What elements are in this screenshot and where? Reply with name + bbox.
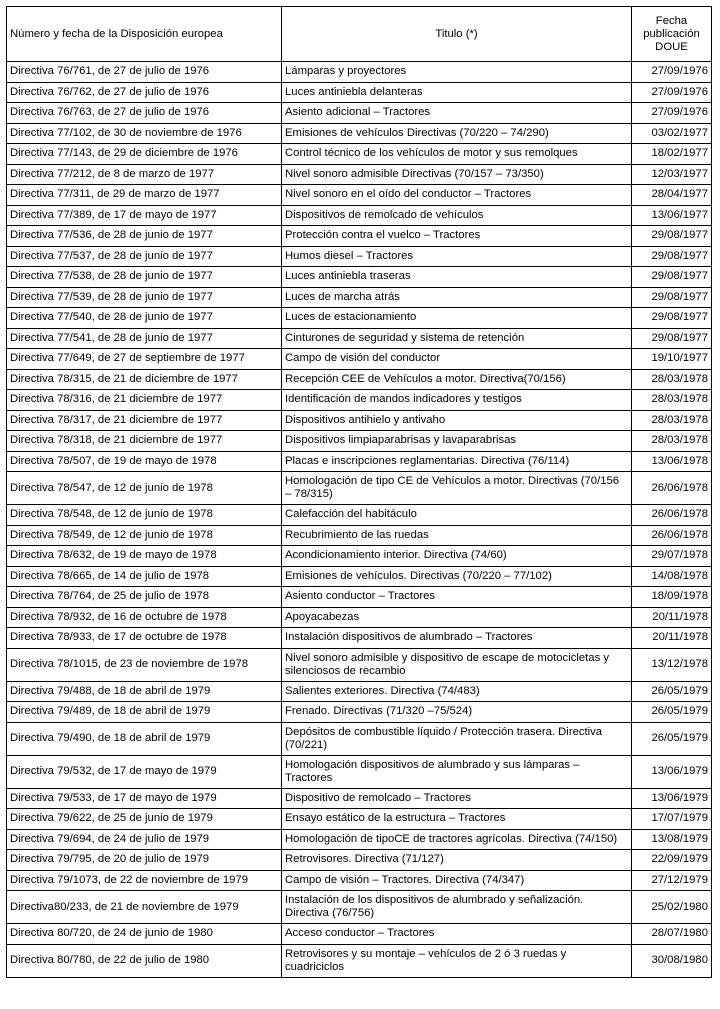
table-row — [7, 788, 712, 809]
directive-number-cell: Directiva 79/795, de 20 de julio de 1979 — [7, 850, 282, 871]
table-row — [7, 525, 712, 546]
directive-number-cell: Directiva 78/932, de 16 de octubre de 1978 — [7, 607, 282, 628]
table-row — [7, 144, 712, 165]
table-row — [7, 123, 712, 144]
publication-date-cell: 26/06/1978 — [632, 472, 712, 505]
publication-date-cell: 13/06/1979 — [632, 755, 712, 788]
publication-date-cell: 12/03/1977 — [632, 164, 712, 185]
directive-title-cell: Cinturones de seguridad y sistema de retención — [282, 328, 632, 349]
table-row — [7, 390, 712, 411]
directive-title-cell: Lámparas y proyectores — [282, 62, 632, 83]
directive-title-cell: Nivel sonoro admisible y dispositivo de escape de motocicletas y silenciosos de recambio — [282, 648, 632, 681]
directive-title-cell: Placas e inscripciones reglamentarias. Directiva (76/114) — [282, 451, 632, 472]
table-row — [7, 410, 712, 431]
directive-title-cell: Retrovisores y su montaje – vehículos de 2 ó 3 ruedas y cuadriciclos — [282, 944, 632, 977]
directive-title-cell: Protección contra el vuelco – Tractores — [282, 226, 632, 247]
table-row — [7, 267, 712, 288]
directive-title-cell: Luces antiniebla delanteras — [282, 82, 632, 103]
directive-title-cell: Homologación de tipo CE de Vehículos a motor. Directivas (70/156 – 78/315) — [282, 472, 632, 505]
publication-date-cell: 28/03/1978 — [632, 390, 712, 411]
directive-number-cell: Directiva 78/547, de 12 de junio de 1978 — [7, 472, 282, 505]
table-row — [7, 566, 712, 587]
directive-number-cell: Directiva 78/316, de 21 diciembre de 1977 — [7, 390, 282, 411]
directive-title-cell: Dispositivos limpiaparabrisas y lavaparabrisas — [282, 431, 632, 452]
table-row — [7, 546, 712, 567]
directive-number-cell: Directiva 79/532, de 17 de mayo de 1979 — [7, 755, 282, 788]
table-row — [7, 587, 712, 608]
publication-date-cell: 26/06/1978 — [632, 505, 712, 526]
directive-title-cell: Nivel sonoro admisible Directivas (70/157 – 73/350) — [282, 164, 632, 185]
directive-number-cell: Directiva 80/720, de 24 de junio de 1980 — [7, 924, 282, 945]
directive-title-cell: Identificación de mandos indicadores y testigos — [282, 390, 632, 411]
table-row — [7, 607, 712, 628]
table-row — [7, 349, 712, 370]
directive-title-cell: Apoyacabezas — [282, 607, 632, 628]
table-row — [7, 472, 712, 505]
directive-number-cell: Directiva80/233, de 21 de noviembre de 1979 — [7, 891, 282, 924]
table-row — [7, 451, 712, 472]
directive-title-cell: Emisiones de vehículos. Directivas (70/220 – 77/102) — [282, 566, 632, 587]
directive-number-cell: Directiva 78/632, de 19 de mayo de 1978 — [7, 546, 282, 567]
publication-date-cell: 27/09/1976 — [632, 62, 712, 83]
table-row — [7, 82, 712, 103]
publication-date-cell: 28/03/1978 — [632, 431, 712, 452]
directive-number-cell: Directiva 78/665, de 14 de julio de 1978 — [7, 566, 282, 587]
header-title: Titulo (*) — [282, 7, 632, 62]
publication-date-cell: 29/08/1977 — [632, 287, 712, 308]
publication-date-cell: 27/12/1979 — [632, 870, 712, 891]
directive-title-cell: Acondicionamiento interior. Directiva (74/60) — [282, 546, 632, 567]
publication-date-cell: 03/02/1977 — [632, 123, 712, 144]
directive-number-cell: Directiva 77/540, de 28 de junio de 1977 — [7, 308, 282, 329]
publication-date-cell: 26/06/1978 — [632, 525, 712, 546]
directive-number-cell: Directiva 77/212, de 8 de marzo de 1977 — [7, 164, 282, 185]
directive-number-cell: Directiva 76/763, de 27 de julio de 1976 — [7, 103, 282, 124]
table-row — [7, 681, 712, 702]
publication-date-cell: 13/06/1978 — [632, 451, 712, 472]
publication-date-cell: 27/09/1976 — [632, 103, 712, 124]
directive-title-cell: Recubrimiento de las ruedas — [282, 525, 632, 546]
directive-title-cell: Asiento conductor – Tractores — [282, 587, 632, 608]
directive-number-cell: Directiva 78/548, de 12 de junio de 1978 — [7, 505, 282, 526]
directive-title-cell: Luces de marcha atrás — [282, 287, 632, 308]
header-number: Número y fecha de la Disposición europea — [7, 7, 282, 62]
table-row — [7, 287, 712, 308]
table-row — [7, 431, 712, 452]
directive-number-cell: Directiva 77/537, de 28 de junio de 1977 — [7, 246, 282, 267]
directive-number-cell: Directiva 79/490, de 18 de abril de 1979 — [7, 722, 282, 755]
table-row — [7, 722, 712, 755]
table-row — [7, 62, 712, 83]
directive-title-cell: Acceso conductor – Tractores — [282, 924, 632, 945]
table-row — [7, 628, 712, 649]
directives-table — [6, 6, 712, 978]
directive-title-cell: Homologación de tipoCE de tractores agrícolas. Directiva (74/150) — [282, 829, 632, 850]
publication-date-cell: 27/09/1976 — [632, 82, 712, 103]
directive-number-cell: Directiva 77/649, de 27 de septiembre de 1977 — [7, 349, 282, 370]
directive-number-cell: Directiva 78/315, de 21 de diciembre de 1977 — [7, 369, 282, 390]
publication-date-cell: 29/08/1977 — [632, 308, 712, 329]
directive-number-cell: Directiva 79/489, de 18 de abril de 1979 — [7, 702, 282, 723]
publication-date-cell: 29/08/1977 — [632, 328, 712, 349]
directive-title-cell: Ensayo estático de la estructura – Tractores — [282, 809, 632, 830]
directive-title-cell: Luces antiniebla traseras — [282, 267, 632, 288]
directive-number-cell: Directiva 76/762, de 27 de julio de 1976 — [7, 82, 282, 103]
publication-date-cell: 29/08/1977 — [632, 246, 712, 267]
publication-date-cell: 28/03/1978 — [632, 369, 712, 390]
directive-number-cell: Directiva 77/311, de 29 de marzo de 1977 — [7, 185, 282, 206]
publication-date-cell: 28/07/1980 — [632, 924, 712, 945]
directive-title-cell: Humos diesel – Tractores — [282, 246, 632, 267]
publication-date-cell: 26/05/1979 — [632, 702, 712, 723]
publication-date-cell: 14/08/1978 — [632, 566, 712, 587]
directive-title-cell: Salientes exteriores. Directiva (74/483) — [282, 681, 632, 702]
directive-title-cell: Recepción CEE de Vehículos a motor. Directiva(70/156) — [282, 369, 632, 390]
publication-date-cell: 30/08/1980 — [632, 944, 712, 977]
table-row — [7, 850, 712, 871]
directive-number-cell: Directiva 78/507, de 19 de mayo de 1978 — [7, 451, 282, 472]
directive-title-cell: Homologación dispositivos de alumbrado y sus lámparas – Tractores — [282, 755, 632, 788]
publication-date-cell: 28/04/1977 — [632, 185, 712, 206]
table-row — [7, 891, 712, 924]
publication-date-cell: 29/08/1977 — [632, 267, 712, 288]
directive-number-cell: Directiva 76/761, de 27 de julio de 1976 — [7, 62, 282, 83]
publication-date-cell: 22/09/1979 — [632, 850, 712, 871]
publication-date-cell: 26/05/1979 — [632, 722, 712, 755]
publication-date-cell: 19/10/1977 — [632, 349, 712, 370]
directive-title-cell: Dispositivo de remolcado – Tractores — [282, 788, 632, 809]
table-row — [7, 755, 712, 788]
directive-number-cell: Directiva 78/318, de 21 diciembre de 1977 — [7, 431, 282, 452]
publication-date-cell: 18/02/1977 — [632, 144, 712, 165]
publication-date-cell: 13/06/1977 — [632, 205, 712, 226]
directive-number-cell: Directiva 77/536, de 28 de junio de 1977 — [7, 226, 282, 247]
publication-date-cell: 13/12/1978 — [632, 648, 712, 681]
header-row — [7, 7, 712, 62]
table-row — [7, 505, 712, 526]
directive-title-cell: Dispositivos de remolcado de vehículos — [282, 205, 632, 226]
directive-number-cell: Directiva 79/622, de 25 de junio de 1979 — [7, 809, 282, 830]
directive-title-cell: Instalación de los dispositivos de alumbrado y señalización. Directiva (76/756) — [282, 891, 632, 924]
directive-number-cell: Directiva 78/933, de 17 de octubre de 1978 — [7, 628, 282, 649]
directive-title-cell: Campo de visión – Tractores. Directiva (74/347) — [282, 870, 632, 891]
directive-number-cell: Directiva 79/694, de 24 de julio de 1979 — [7, 829, 282, 850]
publication-date-cell: 13/08/1979 — [632, 829, 712, 850]
directive-number-cell: Directiva 80/780, de 22 de julio de 1980 — [7, 944, 282, 977]
publication-date-cell: 17/07/1979 — [632, 809, 712, 830]
directive-number-cell: Directiva 78/549, de 12 de junio de 1978 — [7, 525, 282, 546]
publication-date-cell: 25/02/1980 — [632, 891, 712, 924]
directive-title-cell: Frenado. Directivas (71/320 –75/524) — [282, 702, 632, 723]
directive-title-cell: Calefacción del habitáculo — [282, 505, 632, 526]
publication-date-cell: 13/06/1979 — [632, 788, 712, 809]
directive-title-cell: Emisiones de vehículos Directivas (70/220 – 74/290) — [282, 123, 632, 144]
publication-date-cell: 18/09/1978 — [632, 587, 712, 608]
directive-number-cell: Directiva 77/539, de 28 de junio de 1977 — [7, 287, 282, 308]
directive-title-cell: Luces de estacionamiento — [282, 308, 632, 329]
directive-number-cell: Directiva 78/317, de 21 diciembre de 1977 — [7, 410, 282, 431]
publication-date-cell: 29/08/1977 — [632, 226, 712, 247]
table-row — [7, 809, 712, 830]
table-row — [7, 185, 712, 206]
directive-number-cell: Directiva 77/143, de 29 de diciembre de 1976 — [7, 144, 282, 165]
table-row — [7, 328, 712, 349]
table-row — [7, 870, 712, 891]
directive-number-cell: Directiva 79/488, de 18 de abril de 1979 — [7, 681, 282, 702]
table-row — [7, 246, 712, 267]
table-row — [7, 369, 712, 390]
directive-title-cell: Dispositivos antihielo y antivaho — [282, 410, 632, 431]
publication-date-cell: 29/07/1978 — [632, 546, 712, 567]
table-row — [7, 829, 712, 850]
directive-title-cell: Instalación dispositivos de alumbrado – Tractores — [282, 628, 632, 649]
directive-number-cell: Directiva 78/764, de 25 de julio de 1978 — [7, 587, 282, 608]
directive-title-cell: Campo de visión del conductor — [282, 349, 632, 370]
directive-title-cell: Control técnico de los vehículos de motor y sus remolques — [282, 144, 632, 165]
table-row — [7, 924, 712, 945]
directive-number-cell: Directiva 79/1073, de 22 de noviembre de 1979 — [7, 870, 282, 891]
table-row — [7, 944, 712, 977]
directive-title-cell: Retrovisores. Directiva (71/127) — [282, 850, 632, 871]
directive-number-cell: Directiva 77/541, de 28 de junio de 1977 — [7, 328, 282, 349]
directive-number-cell: Directiva 77/538, de 28 de junio de 1977 — [7, 267, 282, 288]
header-date: Fecha publicación DOUE — [632, 7, 712, 62]
table-row — [7, 226, 712, 247]
table-row — [7, 164, 712, 185]
publication-date-cell: 20/11/1978 — [632, 607, 712, 628]
table-row — [7, 308, 712, 329]
publication-date-cell: 26/05/1979 — [632, 681, 712, 702]
table-row — [7, 103, 712, 124]
directive-number-cell: Directiva 78/1015, de 23 de noviembre de 1978 — [7, 648, 282, 681]
directive-number-cell: Directiva 77/102, de 30 de noviembre de 1976 — [7, 123, 282, 144]
table-body — [7, 62, 712, 978]
publication-date-cell: 28/03/1978 — [632, 410, 712, 431]
table-row — [7, 702, 712, 723]
directive-title-cell: Depósitos de combustible líquido / Protección trasera. Directiva (70/221) — [282, 722, 632, 755]
directive-number-cell: Directiva 77/389, de 17 de mayo de 1977 — [7, 205, 282, 226]
directive-number-cell: Directiva 79/533, de 17 de mayo de 1979 — [7, 788, 282, 809]
publication-date-cell: 20/11/1978 — [632, 628, 712, 649]
table-row — [7, 648, 712, 681]
directive-title-cell: Nivel sonoro en el oído del conductor – Tractores — [282, 185, 632, 206]
table-row — [7, 205, 712, 226]
directive-title-cell: Asiento adicional – Tractores — [282, 103, 632, 124]
